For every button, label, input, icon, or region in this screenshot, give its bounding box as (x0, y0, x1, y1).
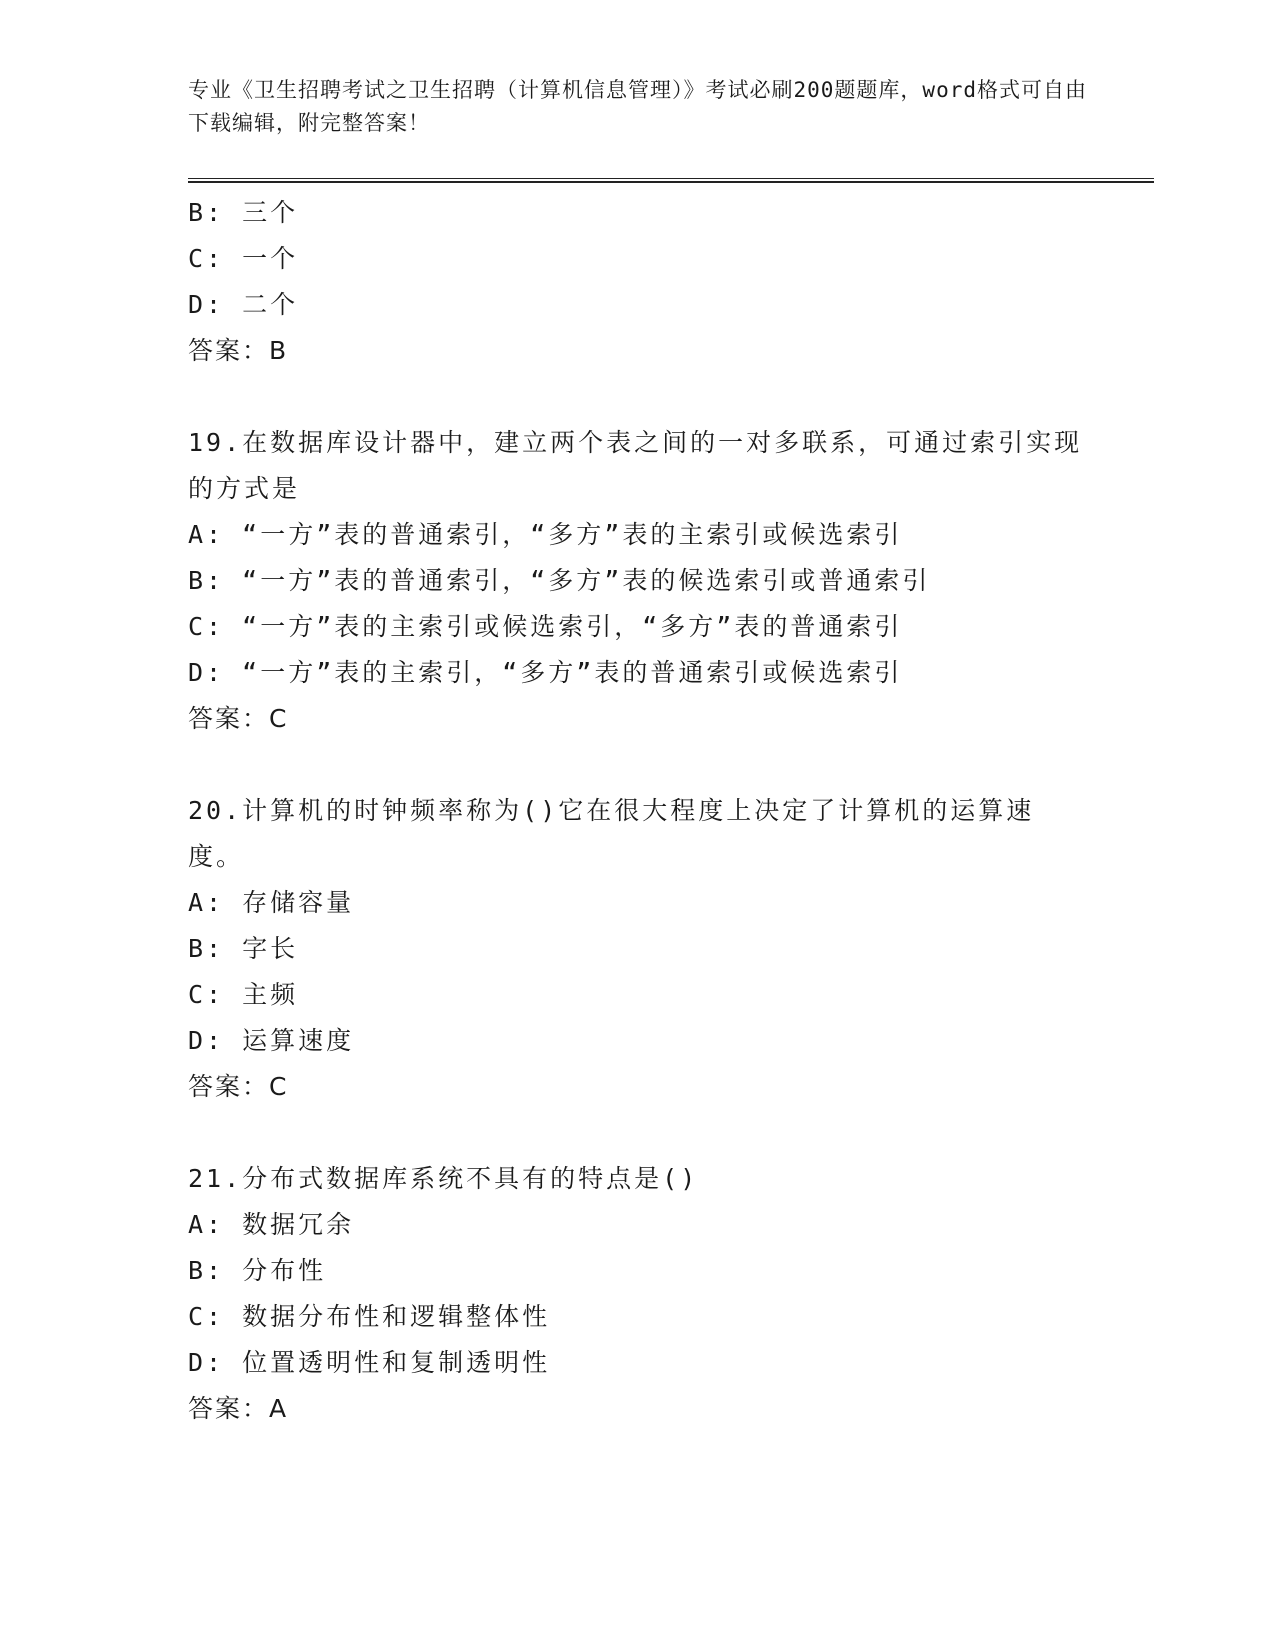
option-c: C: 数据分布性和逻辑整体性 (188, 1302, 551, 1331)
option-a: A: 存储容量 (188, 888, 355, 917)
question-21 (188, 1156, 1088, 1432)
option-c: C: 一个 (188, 244, 299, 273)
header-divider-thick (188, 181, 1154, 183)
answer-line: 答案：C (188, 1072, 289, 1101)
option-b: B: 分布性 (188, 1256, 327, 1285)
option-d: D: “一方”表的主索引，“多方”表的普通索引或候选索引 (188, 658, 903, 687)
question-stem: 21.分布式数据库系统不具有的特点是() (188, 1164, 699, 1193)
answer-line: 答案：A (188, 1394, 289, 1423)
option-d: D: 运算速度 (188, 1026, 355, 1055)
option-c: C: 主频 (188, 980, 299, 1009)
option-b: B: 三个 (188, 198, 299, 227)
question-stem: 19.在数据库设计器中，建立两个表之间的一对多联系，可通过索引实现的方式是 (188, 428, 1083, 503)
option-a: A: 数据冗余 (188, 1210, 355, 1239)
option-a: A: “一方”表的普通索引，“多方”表的主索引或候选索引 (188, 520, 903, 549)
question-19 (188, 420, 1088, 742)
previous-question-tail (188, 190, 1088, 374)
option-c: C: “一方”表的主索引或候选索引，“多方”表的普通索引 (188, 612, 903, 641)
question-list (188, 190, 1088, 1432)
option-b: B: 字长 (188, 934, 299, 963)
question-20 (188, 788, 1088, 1110)
question-stem: 20.计算机的时钟频率称为()它在很大程度上决定了计算机的运算速度。 (188, 796, 1035, 871)
header-divider-thin (188, 178, 1154, 179)
option-d: D: 二个 (188, 290, 299, 319)
answer-line: 答案：C (188, 704, 289, 733)
document-header: 专业《卫生招聘考试之卫生招聘（计算机信息管理）》考试必刷200题题库，word格式可自由下载编辑，附完整答案！ (188, 78, 1087, 135)
option-b: B: “一方”表的普通索引，“多方”表的候选索引或普通索引 (188, 566, 931, 595)
option-d: D: 位置透明性和复制透明性 (188, 1348, 551, 1377)
answer-line: 答案：B (188, 336, 289, 365)
